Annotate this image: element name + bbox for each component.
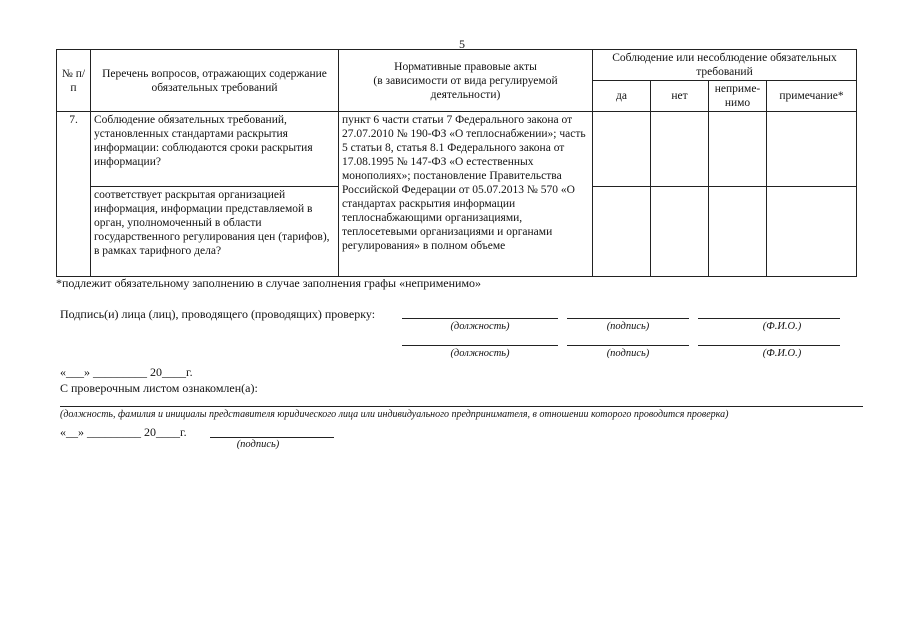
name-line-1[interactable] [698,318,840,319]
bottom-signature-caption: (подпись) [236,439,280,450]
header-acts [339,50,593,112]
header-no: нет [651,81,709,112]
question-cell-2: соответствует раскрытая организацией информация, информации представляемой в орган, уполномоченный в области государственного регулирования цен (тарифов), в рамках тарифного дела? [91,187,339,277]
signature-line-2[interactable] [567,345,689,346]
name-caption-1: (Ф.И.О.) [762,321,802,332]
yes-cell-2[interactable] [593,187,651,277]
name-caption-2: (Ф.И.О.) [762,348,802,359]
signature-label: Подпись(и) лица (лиц), проводящего (проводящих) проверку: [60,307,376,321]
bottom-signature-line[interactable] [210,437,334,438]
header-num: № п/п [57,50,91,112]
note-cell-2[interactable] [767,187,857,277]
question-cell-1: Соблюдение обязательных требований, установленных стандартами раскрытия информации: соблюдаются сроки раскрытия информации? [91,112,339,187]
yes-cell-1[interactable] [593,112,651,187]
na-cell-1[interactable] [709,112,767,187]
position-line-2[interactable] [402,345,558,346]
position-caption-2: (должность) [450,348,510,359]
header-note: примечание* [767,81,857,112]
header-na: неприме-нимо [709,81,767,112]
table-row [57,112,857,187]
name-line-2[interactable] [698,345,840,346]
footnote: *подлежит обязательному заполнению в случае заполнения графы «неприменимо» [56,276,482,290]
table-header-row [57,50,857,81]
page-number: 5 [459,37,465,51]
signature-caption-2: (подпись) [606,348,650,359]
row-number: 7. [57,112,91,277]
header-acts-title: Нормативные правовые акты [394,60,537,73]
checklist-table [56,49,857,277]
acquainted-label: С проверочным листом ознакомлен(а): [60,381,258,395]
na-cell-2[interactable] [709,187,767,277]
no-cell-2[interactable] [651,187,709,277]
header-questions: Перечень вопросов, отражающих содержание обязательных требований [91,50,339,112]
position-line-1[interactable] [402,318,558,319]
position-caption-1: (должность) [450,321,510,332]
header-yes: да [593,81,651,112]
representative-line[interactable] [60,406,863,407]
signature-caption-1: (подпись) [606,321,650,332]
date-line-2: «__» _________ 20____г. [60,425,187,439]
representative-caption: (должность, фамилия и инициалы представителя юридического лица или индивидуального предпринимателя, в отношении которого проводится проверка) [60,409,729,420]
note-cell-1[interactable] [767,112,857,187]
date-line: «___» _________ 20____г. [60,365,193,379]
no-cell-1[interactable] [651,112,709,187]
signature-line-1[interactable] [567,318,689,319]
header-compliance: Соблюдение или несоблюдение обязательных требований [593,50,857,81]
header-acts-subtitle: (в зависимости от вида регулируемой деятельности) [373,74,558,101]
acts-cell: пункт 6 части статьи 7 Федерального закона от 27.07.2010 № 190-ФЗ «О теплоснабжении»; часть 5 статьи 8, статья 8.1 Федерального закона от 17.08.1995 № 147-ФЗ «О естественных монополиях»; постановление Правительства Российской Федерации от 05.07.2013 № 570 «О стандартах раскрытия информации теплоснабжающими организациями, теплосетевыми организациями и органами регулирования» в полном объеме [339,112,593,277]
